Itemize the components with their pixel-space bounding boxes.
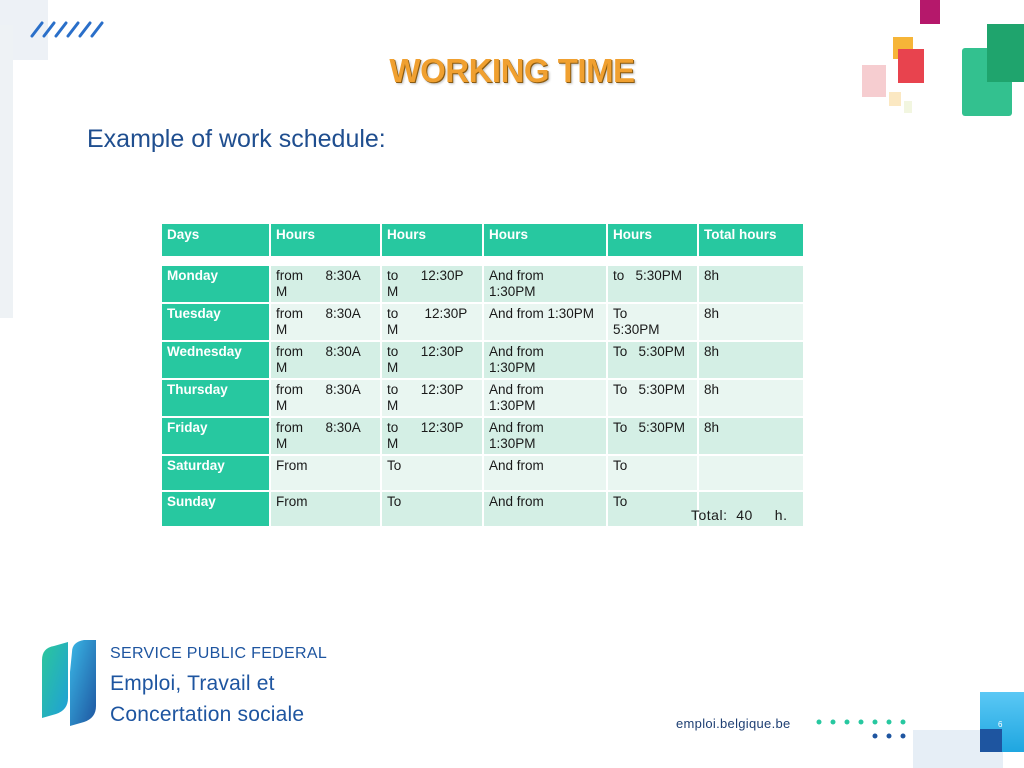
total-cell: 8h [698,303,804,341]
decorative-square [904,101,912,113]
hours-cell: from 8:30A M [270,417,381,455]
hours-cell: And from 1:30PM [483,303,607,341]
table-row [161,417,804,455]
page-title: WORKING TIME [389,52,635,89]
day-cell: Saturday [161,455,270,491]
total-cell: 8h [698,341,804,379]
org-name-line1: SERVICE PUBLIC FEDERAL [110,645,328,662]
header-total-hours: Total hours [698,223,804,257]
total-cell: 8h [698,417,804,455]
header-hours-1: Hours [270,223,381,257]
hours-cell: And from 1:30PM [483,341,607,379]
org-name-line3: Concertation sociale [110,703,305,726]
day-cell: Thursday [161,379,270,417]
hours-cell: to 12:30P M [381,379,483,417]
total-value: 40 [736,507,753,523]
hours-cell: To 5:30PM [607,379,698,417]
website-link[interactable]: emploi.belgique.be [676,716,791,731]
header-hours-3: Hours [483,223,607,257]
hours-cell: And from 1:30PM [483,265,607,303]
org-name-line2: Emploi, Travail et [110,672,275,695]
hours-cell: To [607,455,698,491]
hours-cell: from 8:30A M [270,341,381,379]
table-row [161,379,804,417]
hours-cell: To [607,491,698,527]
decorative-square [889,92,901,106]
page-number: 6 [998,720,1003,729]
table-row [161,265,804,303]
hours-cell: to 12:30P M [381,265,483,303]
hours-cell: to 12:30P M [381,341,483,379]
day-cell: Sunday [161,491,270,527]
day-cell: Wednesday [161,341,270,379]
header-hours-2: Hours [381,223,483,257]
corner-decoration [980,729,1002,752]
federal-service-logo-icon [38,640,100,726]
hours-cell: from 8:30A M [270,303,381,341]
hours-cell: And from [483,455,607,491]
work-schedule-table [160,222,805,528]
day-cell: Monday [161,265,270,303]
total-label: Total: [691,507,728,523]
slash-pattern-icon [30,20,104,40]
table-row [161,455,804,491]
table-header-row [161,223,804,257]
hours-cell: from 8:30A M [270,265,381,303]
table-body [161,257,804,527]
hours-cell: to 12:30P M [381,417,483,455]
total-hours-summary [691,507,787,523]
page-subtitle: Example of work schedule: [87,125,386,153]
total-unit: h. [774,507,788,523]
hours-cell: to 5:30PM [607,265,698,303]
hours-cell: To 5:30PM [607,417,698,455]
day-cell: Friday [161,417,270,455]
table-row [161,341,804,379]
hours-cell: From [270,491,381,527]
hours-cell: And from [483,491,607,527]
dotted-decoration-icon [815,718,915,742]
total-cell: 8h [698,265,804,303]
hours-cell: from 8:30A M [270,379,381,417]
header-days: Days [161,223,270,257]
hours-cell: To 5:30PM [607,341,698,379]
hours-cell: And from 1:30PM [483,379,607,417]
hours-cell: And from 1:30PM [483,417,607,455]
decorative-square [920,0,940,24]
hours-cell: To 5:30PM [607,303,698,341]
header-hours-4: Hours [607,223,698,257]
total-cell [698,455,804,491]
hours-cell: To [381,491,483,527]
total-cell: 8h [698,379,804,417]
hours-cell: to 12:30P M [381,303,483,341]
hours-cell: To [381,455,483,491]
day-cell: Tuesday [161,303,270,341]
hours-cell: From [270,455,381,491]
table-row [161,303,804,341]
